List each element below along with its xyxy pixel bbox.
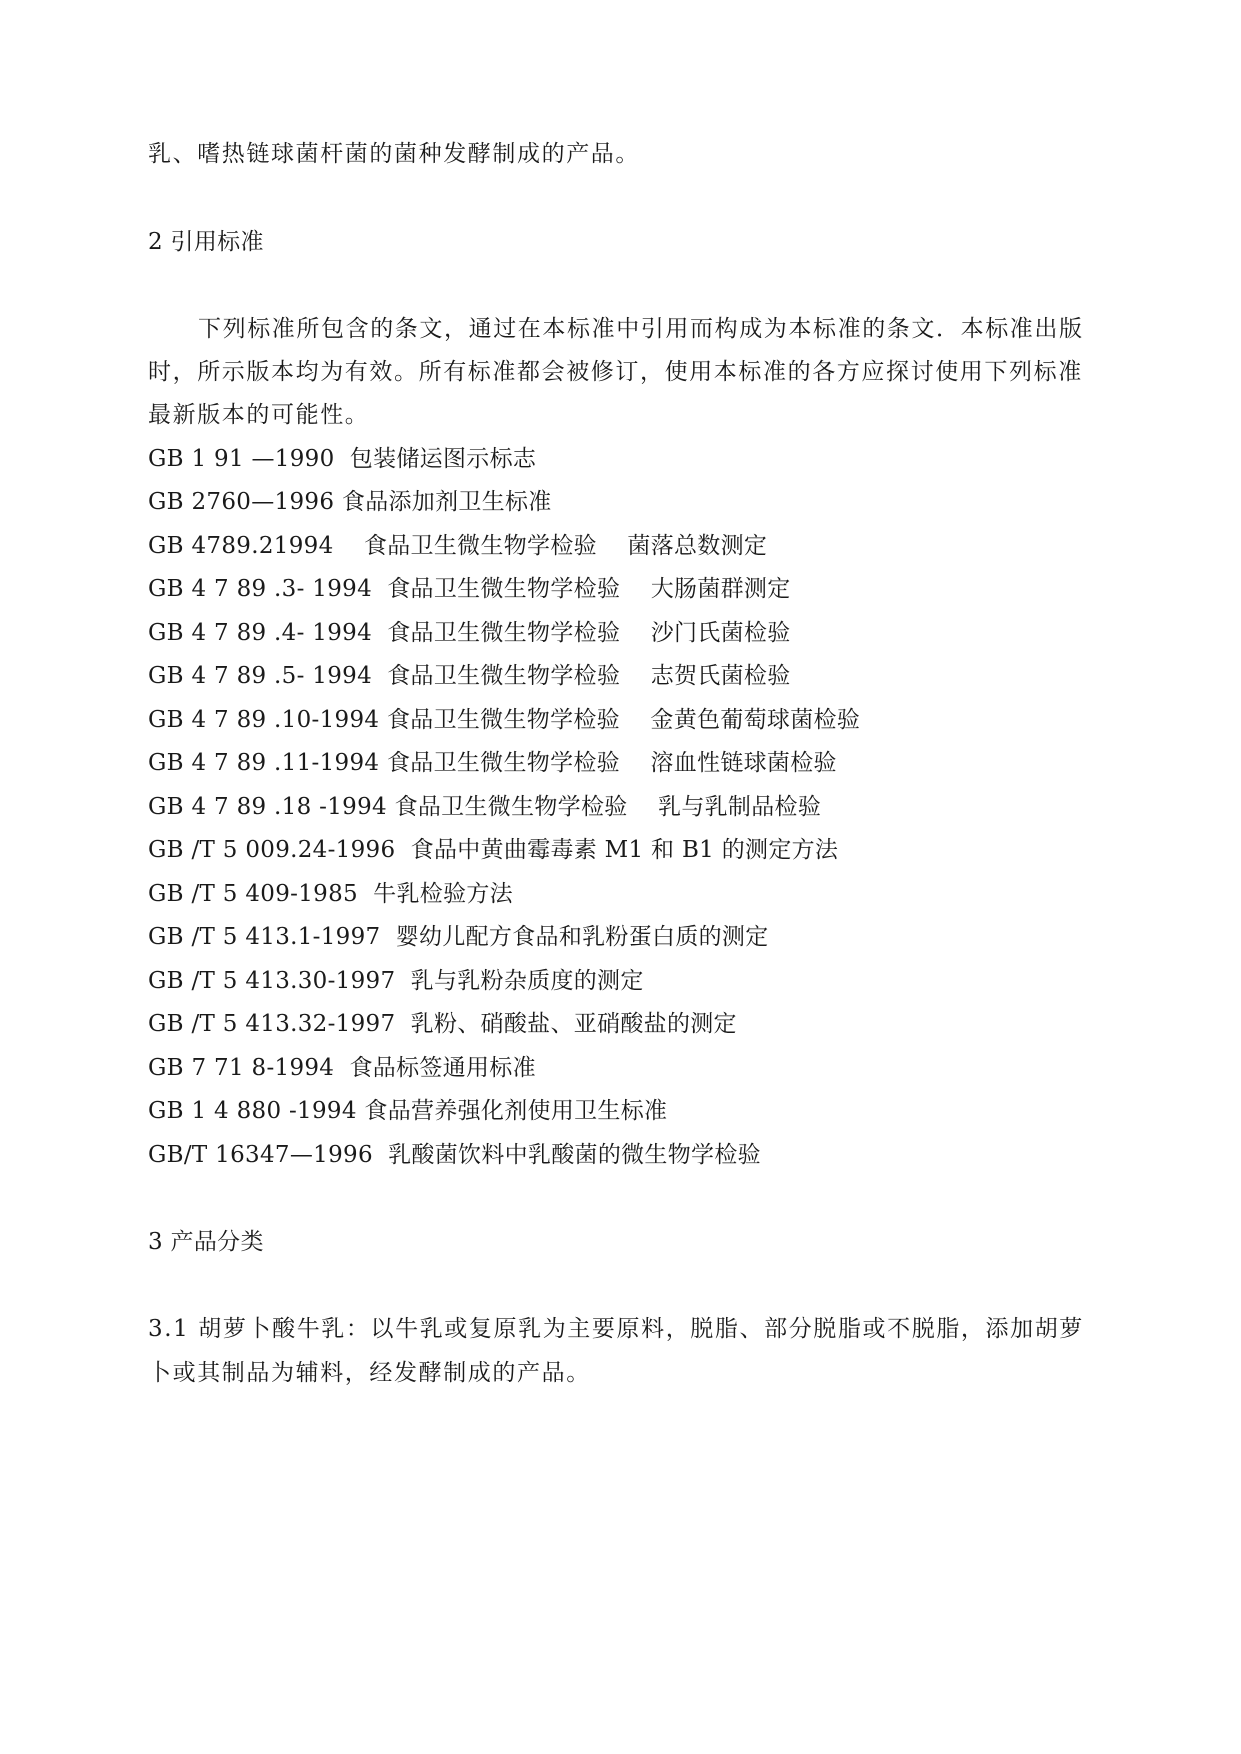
reference-item [148,965,644,997]
reference-title: 食品添加剂卫生标准 [341,489,552,515]
section-2-para-line-1: 下列标准所包含的条文，通过在本标准中引用而构成为本标准的条文．本标准出版 [198,316,1084,342]
reference-title: 牛乳检验方法 [373,881,513,907]
reference-title: 食品标签通用标准 [349,1055,536,1081]
reference-title: 食品卫生微生物学检验 溶血性链球菌检验 [386,750,837,776]
reference-item [148,1139,761,1171]
reference-code: GB 4 7 89 .3- 1994 [148,576,373,602]
reference-code: GB 7 71 8-1994 [148,1055,335,1081]
reference-title: 乳酸菌饮料中乳酸菌的微生物学检验 [388,1142,761,1168]
section-2-para-line-3: 最新版本的可能性。 [148,402,370,428]
reference-code: GB 4789.21994 [148,533,334,559]
reference-item [148,1008,737,1040]
reference-code: GB /T 5 413.1-1997 [148,924,381,950]
reference-code: GB 1 4 880 -1994 [148,1098,357,1124]
reference-item [148,1052,536,1084]
reference-item [148,617,791,649]
reference-title: 食品卫生微生物学检验 乳与乳制品检验 [394,794,822,820]
reference-title: 包装储运图示标志 [349,446,537,472]
reference-code: GB 4 7 89 .4- 1994 [148,620,373,646]
reference-title: 食品卫生微生物学检验 大肠菌群测定 [387,576,791,602]
reference-title: 食品卫生微生物学检验 沙门氏菌检验 [387,620,791,646]
section-3-1-line-2: 卜或其制品为辅料，经发酵制成的产品。 [148,1360,591,1386]
reference-title: 食品中黄曲霉毒素 M1 和 B1 的测定方法 [410,837,839,863]
reference-item [148,660,791,692]
reference-code: GB 4 7 89 .11-1994 [148,750,380,776]
reference-code: GB 4 7 89 .5- 1994 [148,663,373,689]
section-3-heading: 3 产品分类 [148,1229,264,1255]
reference-item [148,791,821,823]
reference-item [148,573,791,605]
reference-item [148,747,837,779]
section-3-1-line-1: 3.1 胡萝卜酸牛乳：以牛乳或复原乳为主要原料，脱脂、部分脱脂或不脱脂，添加胡萝 [148,1316,1084,1342]
reference-title: 婴幼儿配方食品和乳粉蛋白质的测定 [395,924,769,950]
reference-title: 乳与乳粉杂质度的测定 [410,968,644,994]
reference-title: 乳粉、硝酸盐、亚硝酸盐的测定 [410,1011,737,1037]
reference-item [148,1095,667,1127]
reference-code: GB 4 7 89 .10-1994 [148,707,380,733]
reference-code: GB/T 16347—1996 [148,1142,373,1168]
reference-code: GB /T 5 413.30-1997 [148,968,396,994]
reference-item [148,878,513,910]
reference-code: GB /T 5 009.24-1996 [148,837,396,863]
reference-item [148,834,838,866]
reference-code: GB /T 5 413.32-1997 [148,1011,396,1037]
reference-title: 食品卫生微生物学检验 金黄色葡萄球菌检验 [386,707,861,733]
reference-title: 食品卫生微生物学检验 菌落总数测定 [363,533,768,559]
reference-title: 食品营养强化剂使用卫生标准 [364,1098,668,1124]
reference-code: GB 4 7 89 .18 -1994 [148,794,387,820]
section-2-heading: 2 引用标准 [148,229,264,255]
reference-code: GB /T 5 409-1985 [148,881,358,907]
reference-title: 食品卫生微生物学检验 志贺氏菌检验 [387,663,791,689]
reference-item [148,530,767,562]
reference-item [148,704,860,736]
reference-item [148,486,552,518]
intro-tail-text: 乳、嗜热链球菌杆菌的菌种发酵制成的产品。 [148,141,640,167]
reference-item [148,921,769,953]
section-2-para-line-2: 时，所示版本均为有效。所有标准都会被修订，使用本标准的各方应探讨使用下列标准 [148,359,1083,385]
reference-item [148,443,536,475]
reference-code: GB 1 91 —1990 [148,446,335,472]
reference-code: GB 2760—1996 [148,489,335,515]
